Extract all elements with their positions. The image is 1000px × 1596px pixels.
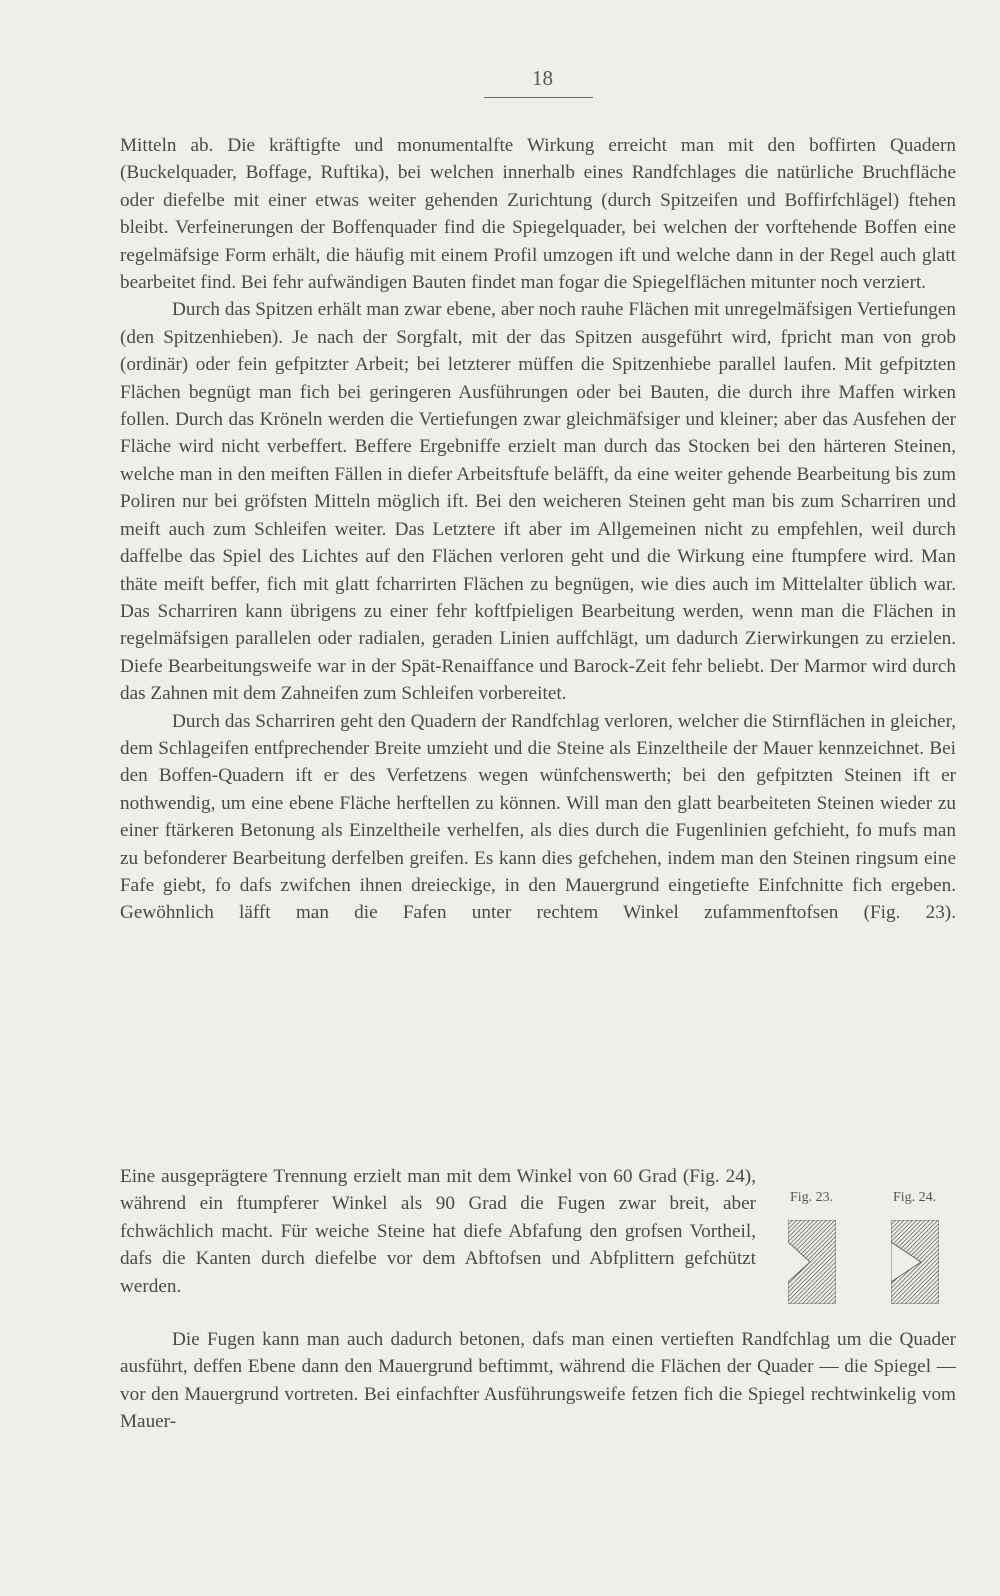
paragraph-1: Mitteln ab. Die kräftigfte und monumentalfte Wirkung erreicht man mit den boffirten Quadern (Buckelquader, Boffage, Ruftika), bei welchen innerhalb eines Randfchlages die natürliche Bruchfläche oder diefelbe mit einer etwas weiter gehenden Zurichtung (durch Spitzeifen und Boffirfchlägel) ftehen bleibt. Verfeinerungen der Boffenquader find die Spiegelquader, bei welchen der vorftehende Boffen eine regelmäfsige Form erhält, die häufig mit einem Profil umzogen ift und welche dann in der Regel auch glatt bearbeitet find. Bei fehr aufwändigen Bauten findet man fogar die Spiegelflächen mitunter noch verziert.	[120, 135, 956, 294]
main-text-block	[120, 132, 956, 927]
page-number: 18	[532, 66, 553, 90]
figure-24-drawing	[891, 1220, 939, 1304]
figure-23-label: Fig. 23.	[790, 1190, 834, 1205]
wrapped-text-block	[120, 1163, 756, 1300]
header-rule	[484, 97, 593, 98]
figure-23-drawing	[788, 1220, 836, 1304]
figures-block	[780, 1190, 960, 1310]
paragraph-4: Die Fugen kann man auch dadurch betonen, dafs man einen vertieften Randfchlag um die Quader ausführt, deffen Ebene dann den Mauergrund beftimmt, während die Flächen der Quader — die Spiegel — vor den Mauergrund vortreten. Bei einfachfter Ausführungsweife fetzen fich die Spiegel rechtwinkelig vom Mauer-	[120, 1329, 956, 1433]
paragraph-3-continued: Eine ausgeprägtere Trennung erzielt man mit dem Winkel von 60 Grad (Fig. 24), während ein ftumpferer Winkel als 90 Grad die Fugen zwar breit, aber fchwächlich macht. Für weiche Steine hat diefe Abfafung den grofsen Vortheil, dafs die Kanten durch diefelbe vor dem Abftofsen und Abfplittern gefchützt werden.	[120, 1166, 756, 1297]
final-text-block	[120, 1326, 956, 1436]
figure-24-label: Fig. 24.	[893, 1190, 937, 1205]
paragraph-3: Durch das Scharriren geht den Quadern der Randfchlag verloren, welcher die Stirnflächen in gleicher, dem Schlageifen entfprechender Breite umzieht und die Steine als Einzeltheile der Mauer kennzeichnet. Bei den Boffen-Quadern ift er des Verfetzens wegen wünfchenswerth; bei den gefpitzten Steinen ift er nothwendig, um eine ebene Fläche herftellen zu können. Will man den glatt bearbeiteten Steinen wieder zu einer ftärkeren Betonung als Einzeltheile verhelfen, als dies durch die Fugenlinien gefchieht, fo mufs man zu befonderer Bearbeitung derfelben greifen. Es kann dies gefchehen, indem man den Steinen ringsum eine Fafe giebt, fo dafs zwifchen ihnen dreieckige, in den Mauergrund eingetiefte Einfchnitte fich ergeben. Gewöhnlich läfft man die Fafen unter rechtem Winkel zufammenftofsen (Fig. 23).	[120, 710, 956, 924]
paragraph-2: Durch das Spitzen erhält man zwar ebene, aber noch rauhe Flächen mit unregelmäfsigen Vertiefungen (den Spitzenhieben). Je nach der Sorgfalt, mit der das Spitzen ausgeführt wird, fpricht man von grob (ordinär) oder fein gefpitzter Arbeit; bei letzterer müffen die Spitzenhiebe parallel laufen. Mit gefpitzten Flächen begnügt man fich bei geringeren Ausführungen oder bei Bauten, die durch ihre Maffen wirken follen. Durch das Kröneln werden die Vertiefungen zwar gleichmäfsiger und kleiner; aber das Ausfehen der Fläche wird nicht verbeffert. Beffere Ergebniffe erzielt man durch das Stocken bei den härteren Steinen, welche man in den meiften Fällen in diefer Arbeitsftufe beläfft, da eine weiter gehende Bearbeitung bis zum Poliren nur bei gröfsten Mitteln möglich ift. Bei den weicheren Steinen geht man bis zum Scharriren und meift auch zum Schleifen weiter. Das Letztere ift aber im Allgemeinen nicht zu empfehlen, weil durch daffelbe das Spiel des Lichtes auf den Flächen verloren geht und die Wirkung eine ftumpfere wird. Man thäte meift beffer, fich mit glatt fcharrirten Flächen zu begnügen, wie dies auch im Mittelalter üblich war. Das Scharriren kann übrigens zu einer fehr koftfpieligen Bearbeitung werden, wenn man die Flächen in regelmäfsigen parallelen oder radialen, geraden Linien auffchlägt, um dadurch Zierwirkungen zu erzielen. Diefe Bearbeitungsweife war in der Spät-Renaiffance und Barock-Zeit fehr beliebt. Der Marmor wird durch das Zahnen mit dem Zahneifen zum Schleifen vorbereitet.	[120, 299, 956, 705]
